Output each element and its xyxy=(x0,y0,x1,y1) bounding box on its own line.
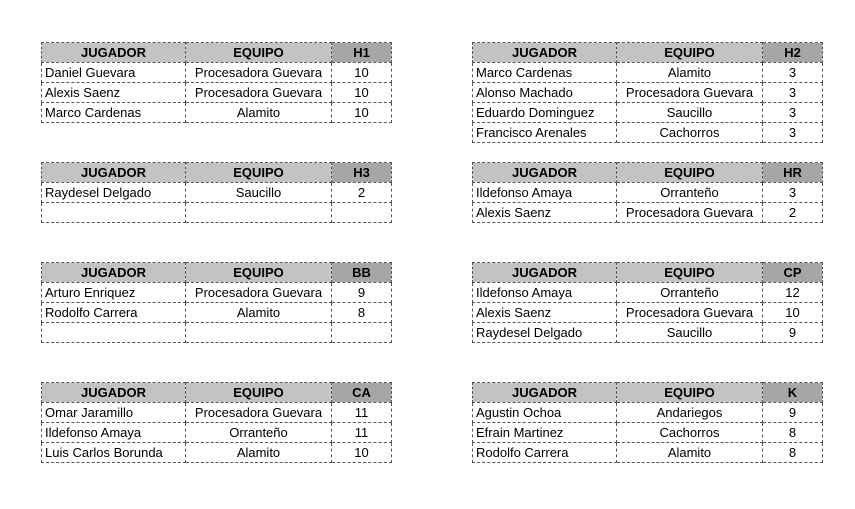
stat-value: 3 xyxy=(763,123,823,143)
stat-value: 3 xyxy=(763,103,823,123)
header-team: EQUIPO xyxy=(186,263,332,283)
player-name: Marco Cardenas xyxy=(42,103,186,123)
table-row xyxy=(42,63,392,83)
stat-value: 10 xyxy=(332,443,392,463)
table-row xyxy=(42,323,392,343)
stat-value: 11 xyxy=(332,403,392,423)
table-row xyxy=(473,443,823,463)
team-name: Cachorros xyxy=(617,423,763,443)
stat-value: 8 xyxy=(763,443,823,463)
table-row xyxy=(42,443,392,463)
player-name: Daniel Guevara xyxy=(42,63,186,83)
team-name: Cachorros xyxy=(617,123,763,143)
team-name: Orranteño xyxy=(617,183,763,203)
team-name: Alamito xyxy=(186,443,332,463)
stat-table-h3 xyxy=(41,162,392,223)
player-name: Alexis Saenz xyxy=(42,83,186,103)
table-header-row xyxy=(473,43,823,63)
team-name: Procesadora Guevara xyxy=(186,283,332,303)
table-header-row xyxy=(473,163,823,183)
player-name: Marco Cardenas xyxy=(473,63,617,83)
table-row xyxy=(42,203,392,223)
table-row xyxy=(473,123,823,143)
header-team: EQUIPO xyxy=(186,43,332,63)
header-player: JUGADOR xyxy=(473,263,617,283)
stat-value: 10 xyxy=(332,63,392,83)
stat-table-k xyxy=(472,382,823,463)
player-name: Rodolfo Carrera xyxy=(473,443,617,463)
table-row xyxy=(42,103,392,123)
header-player: JUGADOR xyxy=(42,383,186,403)
stat-value: 2 xyxy=(332,183,392,203)
header-player: JUGADOR xyxy=(473,383,617,403)
team-name: Procesadora Guevara xyxy=(617,203,763,223)
table-row xyxy=(473,423,823,443)
header-team: EQUIPO xyxy=(617,43,763,63)
stat-value xyxy=(332,323,392,343)
header-player: JUGADOR xyxy=(473,43,617,63)
table-row xyxy=(473,303,823,323)
table-row xyxy=(473,83,823,103)
player-name: Raydesel Delgado xyxy=(473,323,617,343)
table-row xyxy=(42,83,392,103)
stat-value: 3 xyxy=(763,183,823,203)
header-player: JUGADOR xyxy=(42,43,186,63)
table-row xyxy=(473,63,823,83)
player-name: Ildefonso Amaya xyxy=(473,183,617,203)
team-name: Procesadora Guevara xyxy=(617,83,763,103)
stat-value xyxy=(332,203,392,223)
header-player: JUGADOR xyxy=(473,163,617,183)
stat-value: 10 xyxy=(763,303,823,323)
player-name: Omar Jaramillo xyxy=(42,403,186,423)
stat-value: 10 xyxy=(332,103,392,123)
player-name: Eduardo Dominguez xyxy=(473,103,617,123)
team-name xyxy=(186,203,332,223)
header-team: EQUIPO xyxy=(617,163,763,183)
team-name: Procesadora Guevara xyxy=(186,63,332,83)
header-team: EQUIPO xyxy=(186,383,332,403)
header-stat: HR xyxy=(763,163,823,183)
stat-value: 8 xyxy=(332,303,392,323)
header-stat: CA xyxy=(332,383,392,403)
header-stat: K xyxy=(763,383,823,403)
player-name: Agustin Ochoa xyxy=(473,403,617,423)
table-row xyxy=(473,283,823,303)
table-row xyxy=(473,203,823,223)
stat-value: 12 xyxy=(763,283,823,303)
header-stat: H2 xyxy=(763,43,823,63)
team-name: Andariegos xyxy=(617,403,763,423)
stat-value: 9 xyxy=(763,323,823,343)
table-row xyxy=(473,103,823,123)
team-name: Procesadora Guevara xyxy=(186,83,332,103)
team-name: Saucillo xyxy=(617,103,763,123)
team-name: Orranteño xyxy=(186,423,332,443)
stat-value: 11 xyxy=(332,423,392,443)
header-team: EQUIPO xyxy=(617,263,763,283)
header-team: EQUIPO xyxy=(617,383,763,403)
stat-table-h1 xyxy=(41,42,392,123)
stat-value: 2 xyxy=(763,203,823,223)
stat-table-h2 xyxy=(472,42,823,143)
team-name xyxy=(186,323,332,343)
header-stat: BB xyxy=(332,263,392,283)
team-name: Alamito xyxy=(186,103,332,123)
player-name: Luis Carlos Borunda xyxy=(42,443,186,463)
team-name: Saucillo xyxy=(617,323,763,343)
team-name: Procesadora Guevara xyxy=(617,303,763,323)
player-name xyxy=(42,203,186,223)
header-player: JUGADOR xyxy=(42,163,186,183)
table-header-row xyxy=(42,383,392,403)
team-name: Alamito xyxy=(617,443,763,463)
player-name xyxy=(42,323,186,343)
stat-value: 9 xyxy=(763,403,823,423)
table-row xyxy=(42,283,392,303)
player-name: Francisco Arenales xyxy=(473,123,617,143)
table-header-row xyxy=(473,263,823,283)
player-name: Ildefonso Amaya xyxy=(473,283,617,303)
stat-value: 8 xyxy=(763,423,823,443)
player-name: Ildefonso Amaya xyxy=(42,423,186,443)
player-name: Alexis Saenz xyxy=(473,303,617,323)
table-row xyxy=(473,323,823,343)
table-header-row xyxy=(42,263,392,283)
player-name: Rodolfo Carrera xyxy=(42,303,186,323)
table-row xyxy=(473,403,823,423)
table-row xyxy=(42,423,392,443)
table-header-row xyxy=(42,163,392,183)
header-stat: H3 xyxy=(332,163,392,183)
player-name: Arturo Enriquez xyxy=(42,283,186,303)
table-header-row xyxy=(42,43,392,63)
player-name: Efrain Martinez xyxy=(473,423,617,443)
header-player: JUGADOR xyxy=(42,263,186,283)
stat-value: 10 xyxy=(332,83,392,103)
team-name: Alamito xyxy=(186,303,332,323)
table-header-row xyxy=(473,383,823,403)
table-row xyxy=(42,403,392,423)
stat-value: 9 xyxy=(332,283,392,303)
stat-table-ca xyxy=(41,382,392,463)
team-name: Orranteño xyxy=(617,283,763,303)
stat-table-bb xyxy=(41,262,392,343)
player-name: Alexis Saenz xyxy=(473,203,617,223)
stat-table-cp xyxy=(472,262,823,343)
stat-value: 3 xyxy=(763,83,823,103)
table-row xyxy=(42,183,392,203)
table-row xyxy=(42,303,392,323)
team-name: Saucillo xyxy=(186,183,332,203)
header-stat: CP xyxy=(763,263,823,283)
stat-value: 3 xyxy=(763,63,823,83)
table-row xyxy=(473,183,823,203)
header-stat: H1 xyxy=(332,43,392,63)
player-name: Alonso Machado xyxy=(473,83,617,103)
stat-table-hr xyxy=(472,162,823,223)
team-name: Procesadora Guevara xyxy=(186,403,332,423)
player-name: Raydesel Delgado xyxy=(42,183,186,203)
header-team: EQUIPO xyxy=(186,163,332,183)
team-name: Alamito xyxy=(617,63,763,83)
